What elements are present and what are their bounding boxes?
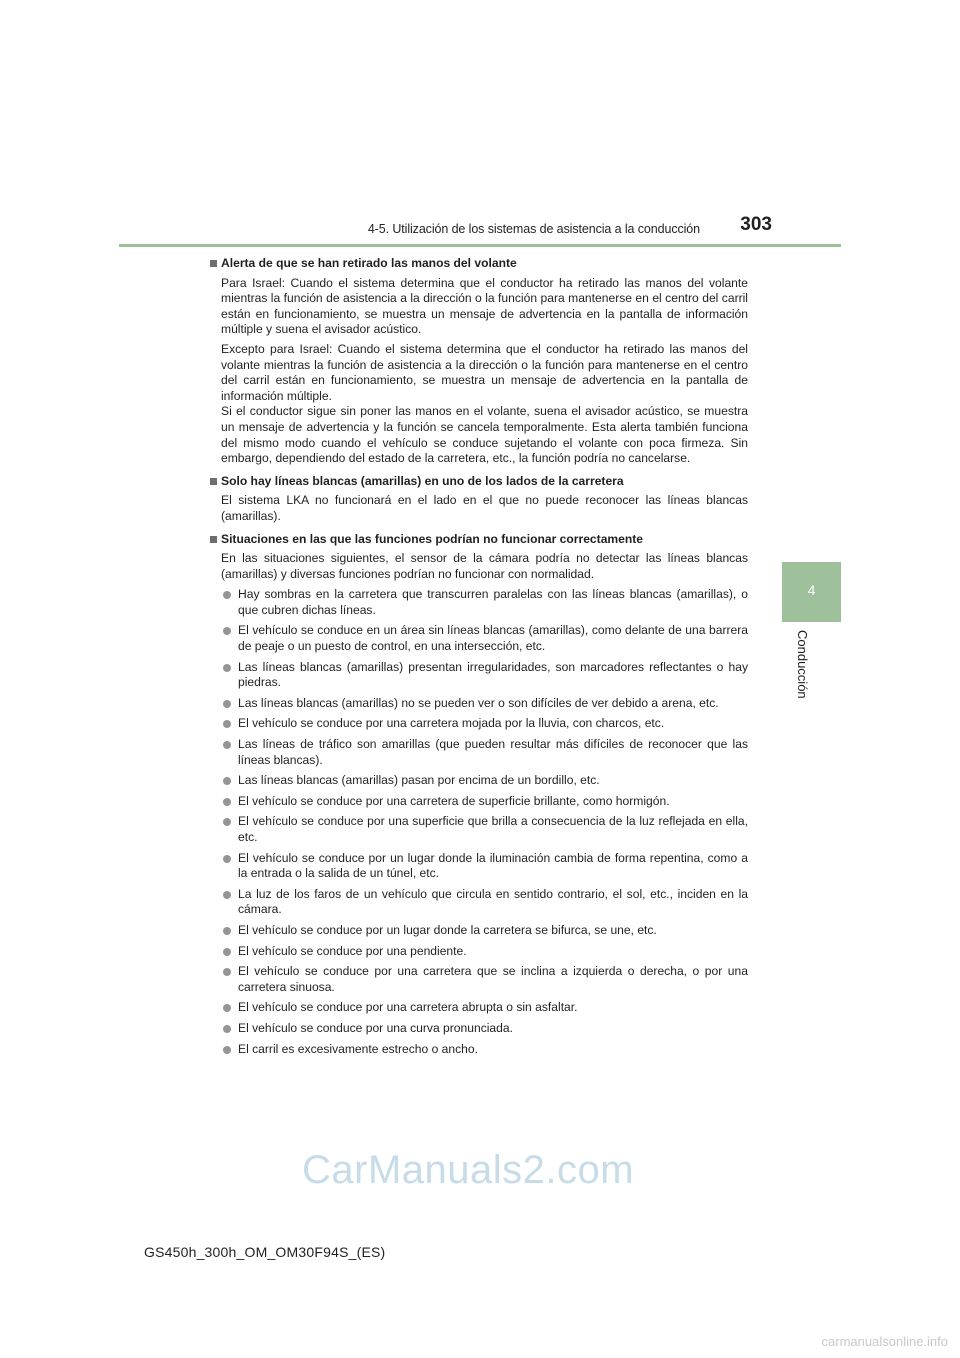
circle-bullet-icon [223,591,231,599]
chapter-label: Conducción [795,630,810,699]
paragraph: Si el conductor sigue sin poner las manos en el volante, suena el avisador acústico, se muestra un mensaje de advertencia y la función se cancela temporalmente. Esta alerta también funciona del mismo modo cuando el vehículo se conduce sujetando el volante con poca firmeza. Sin embargo, dependiendo del estado de la carretera, etc., la función podría no cancelarse. [221,404,748,466]
circle-bullet-icon [223,1025,231,1033]
section-heading: Alerta de que se han retirado las manos del volante [210,256,748,272]
square-bullet-icon [210,478,217,485]
list-item: El vehículo se conduce por un lugar donde la iluminación cambia de forma repentina, como a la entrada o la salida de un túnel, etc. [210,851,748,882]
circle-bullet-icon [223,777,231,785]
circle-bullet-icon [223,720,231,728]
paragraph: Para Israel: Cuando el sistema determina que el conductor ha retirado las manos del volante mientras la función de asistencia a la dirección o la función para mantenerse en el centro del carril están en funcionamiento, se muestra un mensaje de advertencia en la pantalla de información múltiple y suena el avisador acústico. [221,275,748,337]
list-item: Hay sombras en la carretera que transcurren paralelas con las líneas blancas (amarillas), o que cubren dichas líneas. [210,587,748,618]
list-item: Las líneas blancas (amarillas) presentan irregularidades, son marcadores reflectantes o hay piedras. [210,660,748,691]
list-item: El vehículo se conduce por un lugar donde la carretera se bifurca, se une, etc. [210,923,748,939]
section-title: 4-5. Utilización de los sistemas de asistencia a la conducción [367,222,700,236]
list-item: El vehículo se conduce por una carretera que se inclina a izquierda o derecha, o por una carretera sinuosa. [210,964,748,995]
circle-bullet-icon [223,855,231,863]
list-item: El vehículo se conduce en un área sin líneas blancas (amarillas), como delante de una barrera de peaje o un puesto de control, en una intersección, etc. [210,623,748,654]
paragraph: En las situaciones siguientes, el sensor de la cámara podría no detectar las líneas blancas (amarillas) y diversas funciones podrían no funcionar con normalidad. [221,551,748,581]
list-item: El vehículo se conduce por una carretera mojada por la lluvia, con charcos, etc. [210,716,748,732]
list-item: El vehículo se conduce por una carretera de superficie brillante, como hormigón. [210,794,748,810]
list-item: El vehículo se conduce por una curva pronunciada. [210,1021,748,1037]
chapter-number: 4 [807,582,816,598]
page-content [210,256,748,1057]
paragraph: Excepto para Israel: Cuando el sistema determina que el conductor ha retirado las manos del volante mientras la función de asistencia a la dirección o la función para mantenerse en el centro del carril están en funcionamiento, se muestra un mensaje de advertencia en la pantalla de información múltiple. [221,341,748,403]
list-item: Las líneas de tráfico son amarillas (que pueden resultar más difíciles de reconocer que las líneas blancas). [210,737,748,768]
watermark-carmanualsonline: carmanualsonline.info [821,1334,948,1349]
watermark-carmanuals2: CarManuals2.com [302,1148,635,1192]
square-bullet-icon [210,260,217,267]
list-item: Las líneas blancas (amarillas) pasan por encima de un bordillo, etc. [210,773,748,789]
circle-bullet-icon [223,948,231,956]
circle-bullet-icon [223,818,231,826]
list-item: El carril es excesivamente estrecho o ancho. [210,1042,748,1058]
circle-bullet-icon [223,627,231,635]
circle-bullet-icon [223,927,231,935]
section-heading: Situaciones en las que las funciones podrían no funcionar correctamente [210,532,748,548]
square-bullet-icon [210,536,217,543]
document-code: GS450h_300h_OM_OM30F94S_(ES) [144,1244,386,1260]
paragraph: El sistema LKA no funcionará en el lado en el que no puede reconocer las líneas blancas (amarillas). [221,493,748,523]
circle-bullet-icon [223,968,231,976]
circle-bullet-icon [223,741,231,749]
list-item: La luz de los faros de un vehículo que circula en sentido contrario, el sol, etc., inciden en la cámara. [210,887,748,918]
section-heading: Solo hay líneas blancas (amarillas) en uno de los lados de la carretera [210,474,748,490]
circle-bullet-icon [223,798,231,806]
list-item: El vehículo se conduce por una pendiente. [210,944,748,960]
circle-bullet-icon [223,664,231,672]
list-item: Las líneas blancas (amarillas) no se pueden ver o son difíciles de ver debido a arena, etc. [210,696,748,712]
page-number: 303 [740,214,772,235]
header-rule [119,244,841,247]
chapter-tab [782,562,841,622]
circle-bullet-icon [223,700,231,708]
circle-bullet-icon [223,1004,231,1012]
circle-bullet-icon [223,1046,231,1054]
list-item: El vehículo se conduce por una superficie que brilla a consecuencia de la luz reflejada en ella, etc. [210,814,748,845]
circle-bullet-icon [223,891,231,899]
list-item: El vehículo se conduce por una carretera abrupta o sin asfaltar. [210,1000,748,1016]
